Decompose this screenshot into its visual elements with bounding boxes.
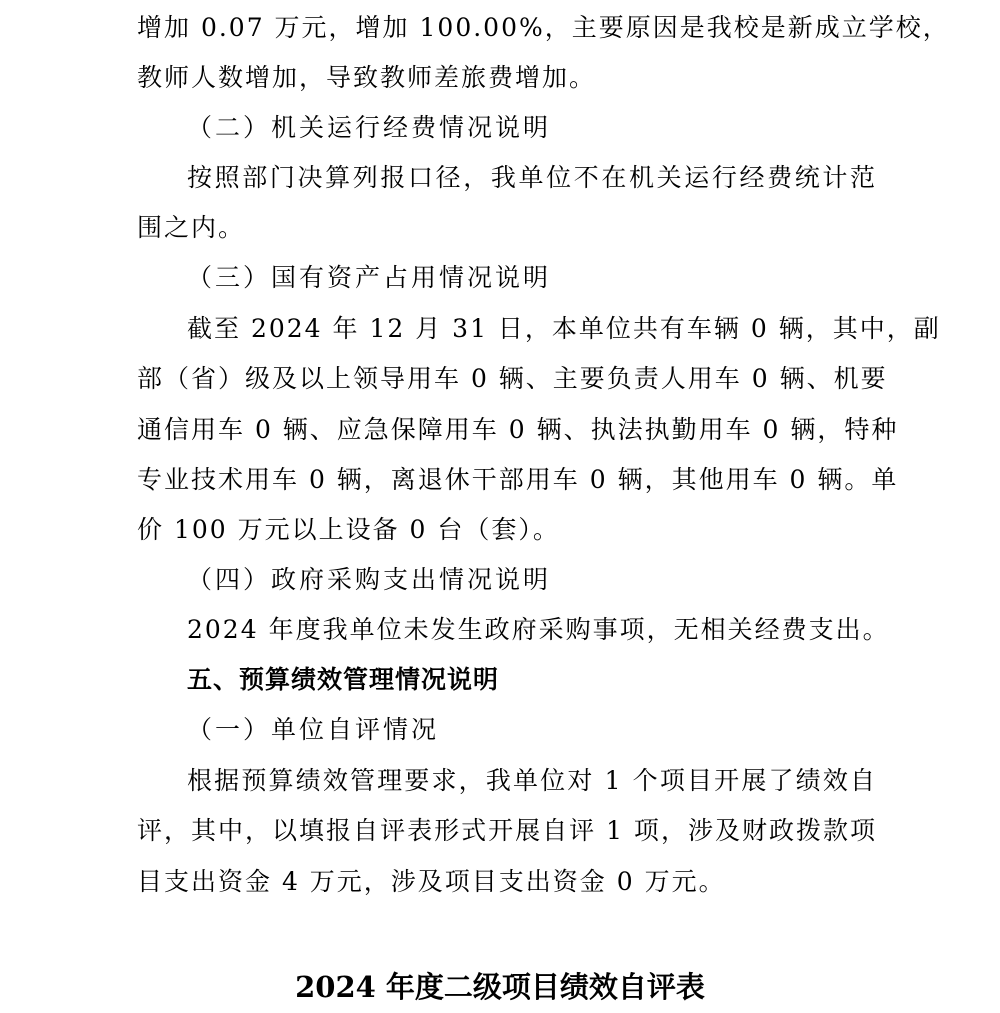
body-line: 围之内。 (137, 213, 246, 242)
body-line: 2024 年度我单位未发生政府采购事项，无相关经费支出。 (187, 615, 890, 644)
body-line: 部（省）级及以上领导用车 0 辆、主要负责人用车 0 辆、机要 (137, 364, 888, 393)
body-line: 教师人数增加，导致教师差旅费增加。 (137, 63, 597, 92)
section-subheading: （四）政府采购支出情况说明 (187, 565, 552, 594)
table-title: 2024 年度二级项目绩效自评表 (295, 970, 705, 1004)
section-heading: 五、预算绩效管理情况说明 (187, 665, 500, 694)
body-line: 价 100 万元以上设备 0 台（套）。 (137, 515, 560, 544)
body-line: 目支出资金 4 万元，涉及项目支出资金 0 万元。 (137, 867, 726, 896)
body-line: 根据预算绩效管理要求，我单位对 1 个项目开展了绩效自 (187, 766, 877, 795)
section-subheading: （二）机关运行经费情况说明 (187, 113, 552, 142)
body-line: 通信用车 0 辆、应急保障用车 0 辆、执法执勤用车 0 辆，特种 (137, 415, 899, 444)
body-line: 按照部门决算列报口径，我单位不在机关运行经费统计范 (187, 163, 877, 192)
body-line: 截至 2024 年 12 月 31 日，本单位共有车辆 0 辆，其中，副 (187, 314, 941, 343)
section-subheading: （一）单位自评情况 (187, 715, 440, 744)
body-line: 评，其中，以填报自评表形式开展自评 1 项，涉及财政拨款项 (137, 816, 877, 845)
section-subheading: （三）国有资产占用情况说明 (187, 263, 552, 292)
body-line: 专业技术用车 0 辆，离退休干部用车 0 辆，其他用车 0 辆。单 (137, 465, 899, 494)
body-line: 增加 0.07 万元，增加 100.00%，主要原因是我校是新成立学校， (137, 13, 950, 42)
